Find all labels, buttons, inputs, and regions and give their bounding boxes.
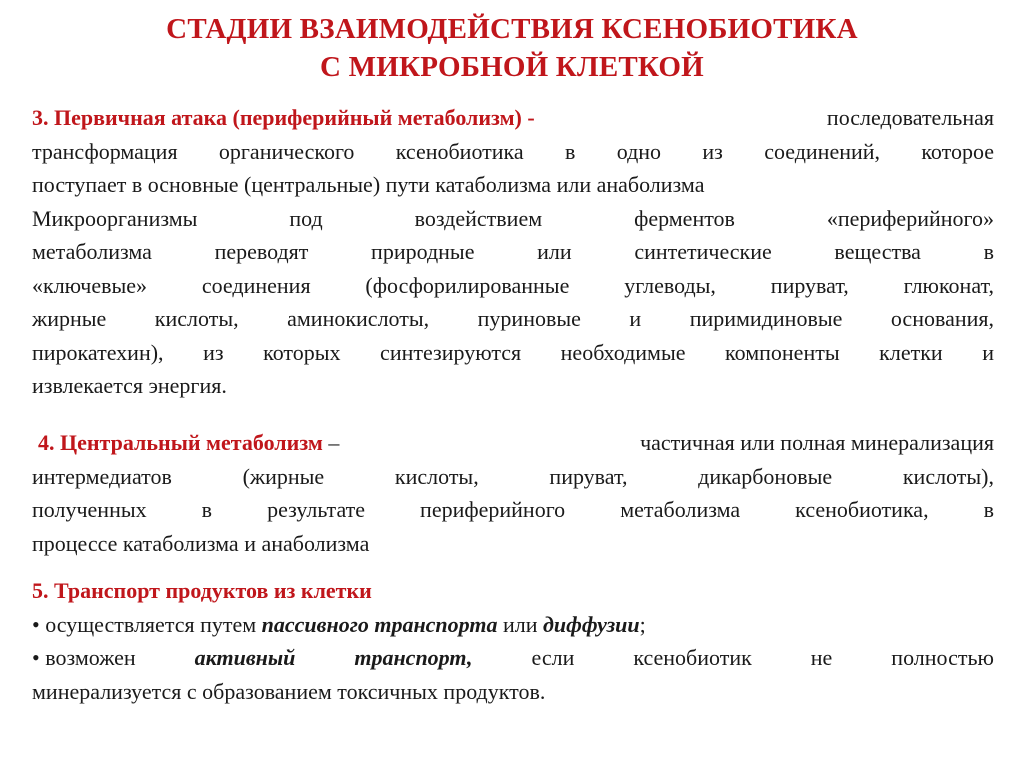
- bullet1-emphasis-diffusion: диффузии: [543, 611, 640, 637]
- bullet2-emphasis-active: активный: [194, 645, 296, 670]
- section3-text-line: Микроорганизмы под воздействием ферментов «периферийного»: [32, 205, 994, 231]
- bullet-marker: •: [32, 645, 40, 670]
- section5-heading: 5. Транспорт продуктов из клетки: [32, 578, 372, 603]
- section-central-metabolism: [32, 426, 994, 560]
- section-primary-attack: [32, 101, 994, 403]
- section3-text-line: поступает в основные (центральные) пути катаболизма или анаболизма: [32, 172, 705, 197]
- slide-title: [0, 10, 1024, 86]
- section4-text-line: частичная или полная минерализация: [640, 430, 994, 455]
- title-line-2: С МИКРОБНОЙ КЛЕТКОЙ: [320, 51, 704, 83]
- section3-line-1: [32, 101, 994, 135]
- bullet1-text-mid: или: [497, 611, 544, 637]
- section4-text-line: интермедиатов (жирные кислоты, пируват, дикарбоновые кислоты),: [32, 463, 994, 489]
- section3-text-line: «ключевые» соединения (фосфорилированные углеводы, пируват, глюконат,: [32, 272, 994, 298]
- section3-text-line: трансформация органического ксенобиотика в одно из соединений, которое: [32, 138, 994, 164]
- bullet1-text-pre: осуществляется путем: [39, 611, 262, 637]
- section5-bullet-2: [32, 641, 994, 675]
- bullet-marker: •: [32, 611, 40, 637]
- section-transport: [32, 574, 994, 708]
- section3-text-line: извлекается энергия.: [32, 373, 227, 398]
- section4-text-line: полученных в результате периферийного метаболизма ксенобиотика, в: [32, 497, 994, 522]
- section4-dash: –: [322, 430, 340, 455]
- section3-text-line: пирокатехин), из которых синтезируются необходимые компоненты клетки и: [32, 339, 994, 365]
- section5-bullet-1: [32, 608, 994, 642]
- bullet2-word-transport: [354, 641, 472, 675]
- section5-bullet-2-line-2: минерализуется с образованием токсичных продуктов.: [32, 678, 546, 704]
- section4-heading-group: [32, 426, 339, 460]
- bullet2-emphasis-transport: транспорт,: [354, 645, 473, 670]
- section3-heading: 3. Первичная атака (периферийный метаболизм) -: [32, 105, 535, 130]
- title-line-1: СТАДИИ ВЗАИМОДЕЙСТВИЯ КСЕНОБИОТИКА: [166, 13, 858, 45]
- section4-line-1: [32, 426, 994, 460]
- bullet2-word: не: [810, 645, 833, 670]
- bullet1-text-post: ;: [639, 611, 646, 637]
- bullet2-word: ксенобиотик: [633, 645, 752, 670]
- section3-text-line: жирные кислоты, аминокислоты, пуриновые и пиримидиновые основания,: [32, 306, 994, 331]
- section3-text-line: метаболизма переводят природные или синтетические вещества в: [32, 239, 994, 264]
- bullet2-start: [32, 641, 136, 675]
- bullet2-word: полностью: [891, 645, 994, 670]
- bullet1-emphasis-passive: пассивного транспорта: [261, 611, 498, 637]
- bullet2-word: если: [531, 645, 575, 670]
- section4-heading: 4. Центральный метаболизм: [38, 430, 323, 455]
- bullet2-text-pre: возможен: [39, 645, 136, 670]
- section3-text-line: последовательная: [826, 105, 994, 130]
- section4-text-line: процессе катаболизма и анаболизма: [32, 530, 370, 556]
